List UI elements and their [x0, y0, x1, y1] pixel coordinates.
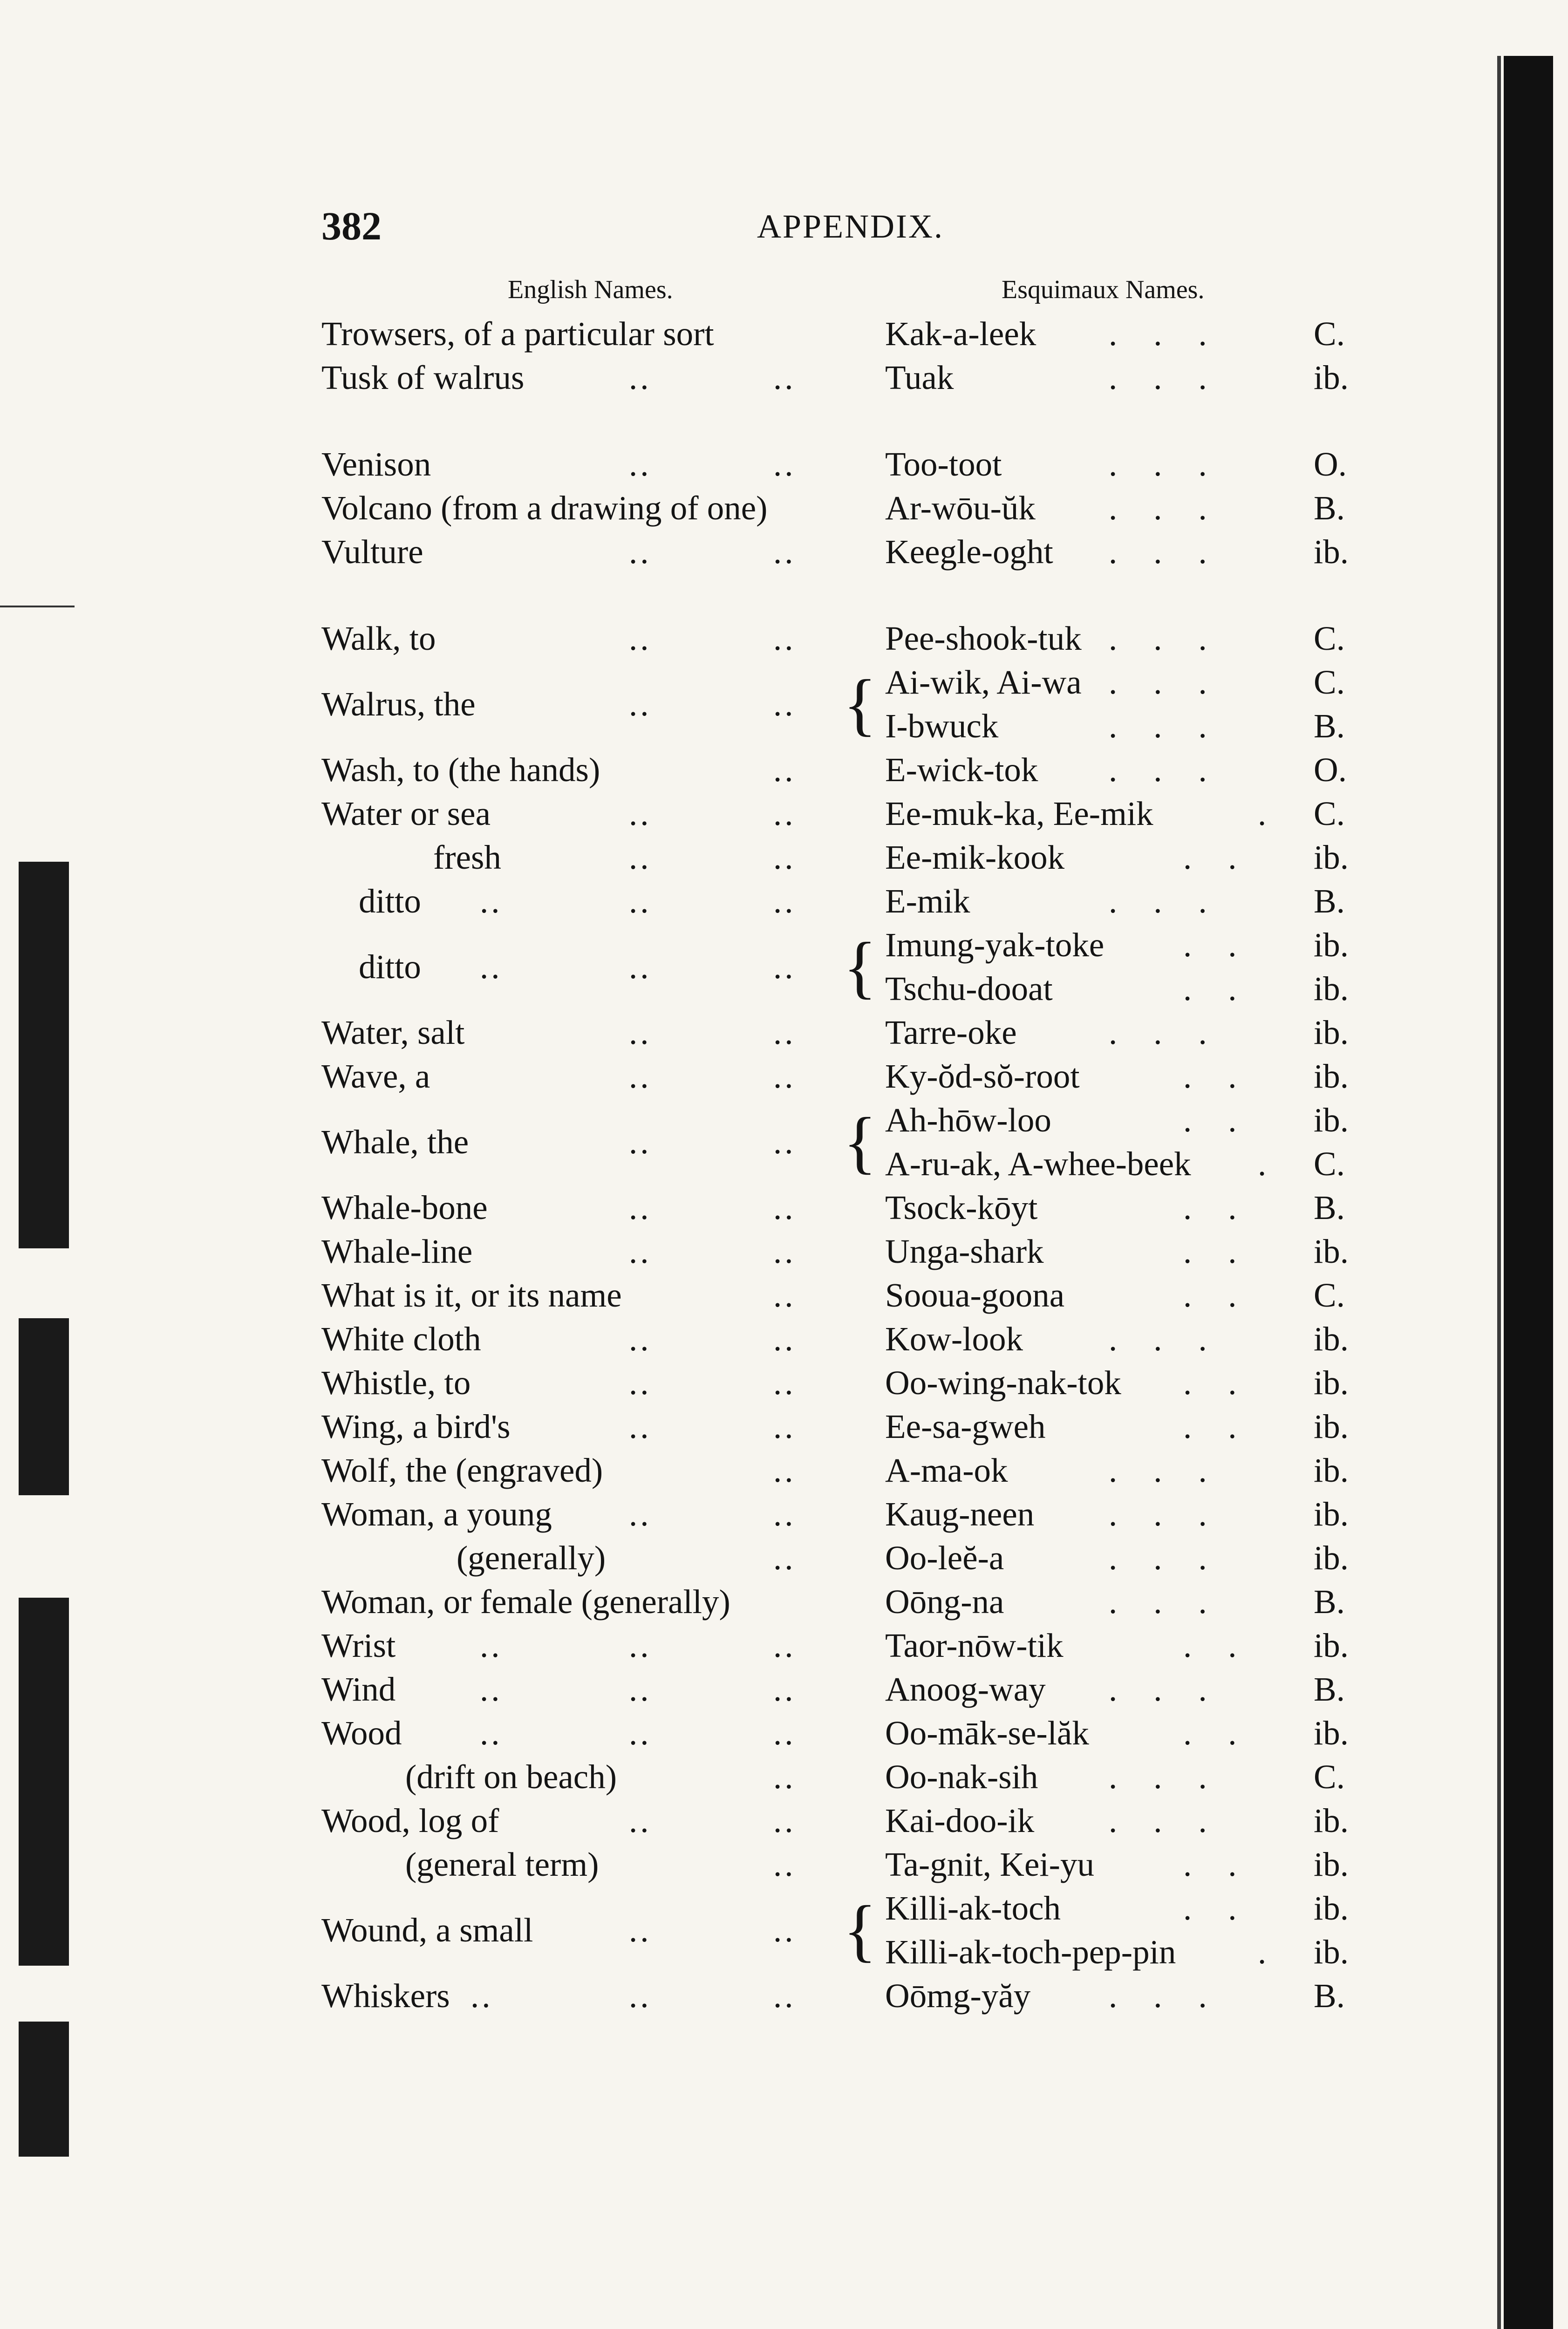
leader-dots: ... — [1109, 1802, 1243, 1839]
source-ref: ib. — [1314, 1057, 1349, 1095]
english-name: Wave, a — [321, 1057, 430, 1095]
leader-dots: .. — [773, 620, 796, 657]
leader-dots: .. — [773, 1714, 796, 1752]
source-ref: ib. — [1314, 1889, 1349, 1927]
scan-margin-line — [0, 606, 75, 607]
english-name: Wound, a small — [321, 1911, 533, 1949]
english-name: Whale, the — [321, 1123, 469, 1161]
source-ref: ib. — [1314, 1845, 1349, 1883]
esquimaux-name: Ai-wik, Ai-wa — [885, 663, 1082, 701]
list-item — [0, 879, 1568, 923]
esquimaux-name: Kak-a-leek — [885, 315, 1036, 353]
esquimaux-name: Imung-yak-toke — [885, 926, 1104, 964]
leader-dots: .. — [1183, 1845, 1273, 1883]
leader-dots: .. — [629, 1714, 652, 1752]
source-ref: ib. — [1314, 1802, 1349, 1839]
leader-dots: . — [1258, 1145, 1303, 1183]
leader-dots: .. — [480, 1670, 503, 1708]
brace: { — [843, 1103, 877, 1181]
leader-dots: .. — [1183, 1408, 1273, 1445]
english-name: Tusk of walrus — [321, 359, 525, 396]
leader-dots: .. — [1183, 1889, 1273, 1927]
source-ref: B. — [1314, 489, 1345, 527]
leader-dots: .. — [1183, 1233, 1273, 1270]
leader-dots: ... — [1109, 1320, 1243, 1358]
page-number: 382 — [321, 204, 382, 248]
source-ref: ib. — [1314, 970, 1349, 1008]
list-item — [0, 1449, 1568, 1492]
list-item — [0, 1580, 1568, 1624]
source-ref: ib. — [1314, 1233, 1349, 1270]
source-ref: ib. — [1314, 1933, 1349, 1971]
esquimaux-name: Sooua-goona — [885, 1276, 1065, 1314]
leader-dots: .. — [1183, 838, 1273, 876]
esquimaux-name: Oo-wing-nak-tok — [885, 1364, 1121, 1402]
list-item — [0, 356, 1568, 400]
leader-dots: .. — [773, 1627, 796, 1664]
english-name: Water or sea — [321, 795, 491, 832]
leader-dots: .. — [629, 1057, 652, 1095]
source-ref: C. — [1314, 1758, 1345, 1796]
esquimaux-name: Keegle-oght — [885, 533, 1053, 571]
list-item — [0, 1711, 1568, 1755]
source-ref: C. — [1314, 315, 1345, 353]
source-ref: C. — [1314, 663, 1345, 701]
leader-dots: .. — [629, 1189, 652, 1226]
source-ref: B. — [1314, 1977, 1345, 2015]
leader-dots: .. — [1183, 1714, 1273, 1752]
source-ref: B. — [1314, 1583, 1345, 1621]
leader-dots: ... — [1109, 445, 1243, 483]
english-name: Wrist — [321, 1627, 396, 1664]
source-ref: ib. — [1314, 1451, 1349, 1489]
leader-dots: ... — [1109, 751, 1243, 789]
esquimaux-name: Ar-wōu-ŭk — [885, 489, 1036, 527]
leader-dots: .. — [773, 1802, 796, 1839]
esquimaux-name: A-ru-ak, A-whee-beek — [885, 1145, 1191, 1183]
leader-dots: .. — [773, 1123, 796, 1161]
leader-dots: .. — [1183, 926, 1273, 964]
leader-dots: .. — [629, 1802, 652, 1839]
leader-dots: .. — [773, 1233, 796, 1270]
source-ref: ib. — [1314, 1364, 1349, 1402]
leader-dots: ... — [1109, 489, 1243, 527]
source-ref: ib. — [1314, 1320, 1349, 1358]
english-name: Volcano (from a drawing of one) — [321, 489, 768, 527]
source-ref: B. — [1314, 707, 1345, 745]
english-name: Wind — [321, 1670, 396, 1708]
leader-dots: .. — [773, 1057, 796, 1095]
brace: { — [843, 928, 877, 1006]
leader-dots: .. — [629, 359, 652, 396]
leader-dots: ... — [1109, 882, 1243, 920]
leader-dots: .. — [629, 882, 652, 920]
leader-dots: .. — [629, 795, 652, 832]
esquimaux-name: Ky-ŏd-sŏ-root — [885, 1057, 1080, 1095]
esquimaux-name: Tarre-oke — [885, 1014, 1017, 1051]
list-item — [0, 1273, 1568, 1317]
esquimaux-name: Tschu-dooat — [885, 970, 1053, 1008]
leader-dots: .. — [480, 882, 503, 920]
leader-dots: .. — [773, 795, 796, 832]
esquimaux-name: Too-toot — [885, 445, 1002, 483]
leader-dots: ... — [1109, 1758, 1243, 1796]
leader-dots: .. — [1183, 1276, 1273, 1314]
list-item — [0, 792, 1568, 836]
leader-dots: .. — [773, 1758, 796, 1796]
leader-dots: .. — [773, 1495, 796, 1533]
list-item — [0, 443, 1568, 486]
esquimaux-name: Unga-shark — [885, 1233, 1044, 1270]
leader-dots: .. — [629, 1670, 652, 1708]
esquimaux-name: Oo-māk-se-lăk — [885, 1714, 1089, 1752]
leader-dots: .. — [1183, 1364, 1273, 1402]
list-item — [0, 1843, 1568, 1886]
leader-dots: .. — [773, 1276, 796, 1314]
esquimaux-name: Tsock-kōyt — [885, 1189, 1038, 1226]
leader-dots: .. — [773, 948, 796, 986]
leader-dots: .. — [773, 1014, 796, 1051]
leader-dots: .. — [773, 533, 796, 571]
english-name: Wood, log of — [321, 1802, 499, 1839]
list-item — [0, 1317, 1568, 1361]
english-name: Whale-bone — [321, 1189, 488, 1226]
list-item — [0, 530, 1568, 574]
english-name: Woman, or female (generally) — [321, 1583, 730, 1621]
leader-dots: .. — [629, 533, 652, 571]
list-item — [0, 617, 1568, 661]
english-name: fresh — [433, 838, 501, 876]
leader-dots: .. — [773, 1977, 796, 2015]
esquimaux-name: Oo-nak-sih — [885, 1758, 1038, 1796]
leader-dots: ... — [1109, 1670, 1243, 1708]
leader-dots: .. — [773, 838, 796, 876]
english-name: Wolf, the (engraved) — [321, 1451, 603, 1489]
esquimaux-name: Kai-doo-ik — [885, 1802, 1035, 1839]
leader-dots: ... — [1109, 1495, 1243, 1533]
esquimaux-name: Killi-ak-toch-pep-pin — [885, 1933, 1176, 1971]
leader-dots: .. — [629, 1320, 652, 1358]
list-item — [0, 1011, 1568, 1055]
leader-dots: .. — [773, 1364, 796, 1402]
list-item — [0, 1186, 1568, 1230]
list-item — [0, 1361, 1568, 1405]
leader-dots: .. — [1183, 1057, 1273, 1095]
english-name: Whale-line — [321, 1233, 473, 1270]
leader-dots: .. — [480, 1714, 503, 1752]
english-name: ditto — [359, 948, 421, 986]
english-name: (drift on beach) — [405, 1758, 617, 1796]
esquimaux-name: E-wick-tok — [885, 751, 1038, 789]
leader-dots: .. — [773, 1320, 796, 1358]
esquimaux-name: Oōng-na — [885, 1583, 1004, 1621]
esquimaux-name: Kaug-neen — [885, 1495, 1035, 1533]
esquimaux-name: Anoog-way — [885, 1670, 1046, 1708]
esquimaux-name: Oo-leĕ-a — [885, 1539, 1004, 1577]
source-ref: ib. — [1314, 1539, 1349, 1577]
leader-dots: .. — [629, 620, 652, 657]
leader-dots: ... — [1109, 1539, 1243, 1577]
source-ref: ib. — [1314, 1408, 1349, 1445]
english-name: What is it, or its name — [321, 1276, 622, 1314]
leader-dots: .. — [629, 685, 652, 723]
page-header — [321, 203, 974, 259]
leader-dots: ... — [1109, 707, 1243, 745]
leader-dots: .. — [773, 1408, 796, 1445]
esquimaux-name: Killi-ak-toch — [885, 1889, 1061, 1927]
leader-dots: .. — [480, 948, 503, 986]
leader-dots: .. — [629, 1977, 652, 2015]
list-item — [0, 1405, 1568, 1449]
source-ref: B. — [1314, 882, 1345, 920]
list-item — [0, 1974, 1568, 2018]
english-name: Whiskers — [321, 1977, 450, 2015]
leader-dots: . — [1258, 795, 1303, 832]
source-ref: ib. — [1314, 359, 1349, 396]
list-item — [0, 1799, 1568, 1843]
source-ref: C. — [1314, 1145, 1345, 1183]
esquimaux-name: Ee-mik-kook — [885, 838, 1065, 876]
leader-dots: .. — [629, 838, 652, 876]
english-name: ditto — [359, 882, 421, 920]
esquimaux-name: Ta-gnit, Kei-yu — [885, 1845, 1094, 1883]
source-ref: ib. — [1314, 1714, 1349, 1752]
list-item — [0, 1668, 1568, 1711]
leader-dots: .. — [773, 751, 796, 789]
leader-dots: ... — [1109, 315, 1243, 353]
leader-dots: .. — [470, 1977, 493, 2015]
leader-dots: .. — [773, 1845, 796, 1883]
brace: { — [843, 666, 877, 743]
leader-dots: .. — [629, 1627, 652, 1664]
english-name: White cloth — [321, 1320, 481, 1358]
english-name: Vulture — [321, 533, 423, 571]
leader-dots: .. — [773, 882, 796, 920]
source-ref: C. — [1314, 1276, 1345, 1314]
english-name: Wood — [321, 1714, 402, 1752]
column-header-esquimaux: Esquimaux Names. — [1002, 275, 1205, 304]
leader-dots: ... — [1109, 620, 1243, 657]
english-name: Walrus, the — [321, 685, 476, 723]
leader-dots: .. — [773, 1539, 796, 1577]
english-name: Venison — [321, 445, 431, 483]
leader-dots: .. — [773, 685, 796, 723]
source-ref: O. — [1314, 445, 1347, 483]
english-name: Trowsers, of a particular sort — [321, 315, 714, 353]
esquimaux-name: Ee-sa-gweh — [885, 1408, 1046, 1445]
esquimaux-name: Tuak — [885, 359, 954, 396]
leader-dots: .. — [629, 1014, 652, 1051]
list-item — [0, 1930, 1568, 1974]
leader-dots: .. — [629, 445, 652, 483]
leader-dots: .. — [773, 1189, 796, 1226]
leader-dots: .. — [773, 359, 796, 396]
leader-dots: ... — [1109, 359, 1243, 396]
leader-dots: .. — [629, 1364, 652, 1402]
english-name: Walk, to — [321, 620, 436, 657]
source-ref: ib. — [1314, 1014, 1349, 1051]
leader-dots: ... — [1109, 533, 1243, 571]
leader-dots: ... — [1109, 1014, 1243, 1051]
source-ref: ib. — [1314, 1627, 1349, 1664]
leader-dots: .. — [629, 1408, 652, 1445]
english-name: (general term) — [405, 1845, 599, 1883]
source-ref: B. — [1314, 1670, 1345, 1708]
list-item — [0, 1536, 1568, 1580]
source-ref: ib. — [1314, 1495, 1349, 1533]
list-item — [0, 704, 1568, 748]
english-name: Wing, a bird's — [321, 1408, 511, 1445]
list-item — [0, 1624, 1568, 1668]
leader-dots: .. — [1183, 1101, 1273, 1139]
column-header-english: English Names. — [508, 275, 673, 304]
scan-margin-mark — [19, 2022, 69, 2157]
leader-dots: .. — [629, 1911, 652, 1949]
leader-dots: .. — [1183, 1189, 1273, 1226]
leader-dots: .. — [629, 1233, 652, 1270]
leader-dots: ... — [1109, 663, 1243, 701]
list-item — [0, 1230, 1568, 1273]
esquimaux-name: Kow-look — [885, 1320, 1023, 1358]
running-title: APPENDIX. — [757, 208, 944, 245]
source-ref: C. — [1314, 795, 1345, 832]
source-ref: O. — [1314, 751, 1347, 789]
source-ref: ib. — [1314, 926, 1349, 964]
leader-dots: .. — [773, 445, 796, 483]
leader-dots: .. — [773, 1451, 796, 1489]
leader-dots: .. — [480, 1627, 503, 1664]
list-item — [0, 312, 1568, 356]
leader-dots: .. — [1183, 1627, 1273, 1664]
list-item — [0, 1492, 1568, 1536]
leader-dots: .. — [1183, 970, 1273, 1008]
leader-dots: ... — [1109, 1977, 1243, 2015]
esquimaux-name: Ee-muk-ka, Ee-mik — [885, 795, 1153, 832]
source-ref: C. — [1314, 620, 1345, 657]
source-ref: ib. — [1314, 838, 1349, 876]
leader-dots: .. — [773, 1911, 796, 1949]
list-item — [0, 1142, 1568, 1186]
english-name: Water, salt — [321, 1014, 465, 1051]
esquimaux-name: I-bwuck — [885, 707, 999, 745]
esquimaux-name: Oōmg-yăy — [885, 1977, 1031, 2015]
esquimaux-name: Pee-shook-tuk — [885, 620, 1082, 657]
list-item — [0, 967, 1568, 1011]
english-name: (generally) — [457, 1539, 606, 1577]
leader-dots: .. — [629, 1123, 652, 1161]
list-item — [0, 486, 1568, 530]
list-item — [0, 748, 1568, 792]
leader-dots: ... — [1109, 1451, 1243, 1489]
esquimaux-name: A-ma-ok — [885, 1451, 1008, 1489]
list-item — [0, 1055, 1568, 1098]
leader-dots: .. — [629, 1495, 652, 1533]
source-ref: ib. — [1314, 1101, 1349, 1139]
source-ref: B. — [1314, 1189, 1345, 1226]
leader-dots: . — [1258, 1933, 1303, 1971]
list-item — [0, 1755, 1568, 1799]
source-ref: ib. — [1314, 533, 1349, 571]
brace: { — [843, 1892, 877, 1969]
leader-dots: .. — [773, 1670, 796, 1708]
english-name: Whistle, to — [321, 1364, 471, 1402]
list-item — [0, 836, 1568, 879]
esquimaux-name: Ah-hōw-loo — [885, 1101, 1051, 1139]
english-name: Wash, to (the hands) — [321, 751, 600, 789]
leader-dots: ... — [1109, 1583, 1243, 1621]
leader-dots: .. — [629, 948, 652, 986]
esquimaux-name: E-mik — [885, 882, 970, 920]
esquimaux-name: Taor-nōw-tik — [885, 1627, 1064, 1664]
english-name: Woman, a young — [321, 1495, 552, 1533]
